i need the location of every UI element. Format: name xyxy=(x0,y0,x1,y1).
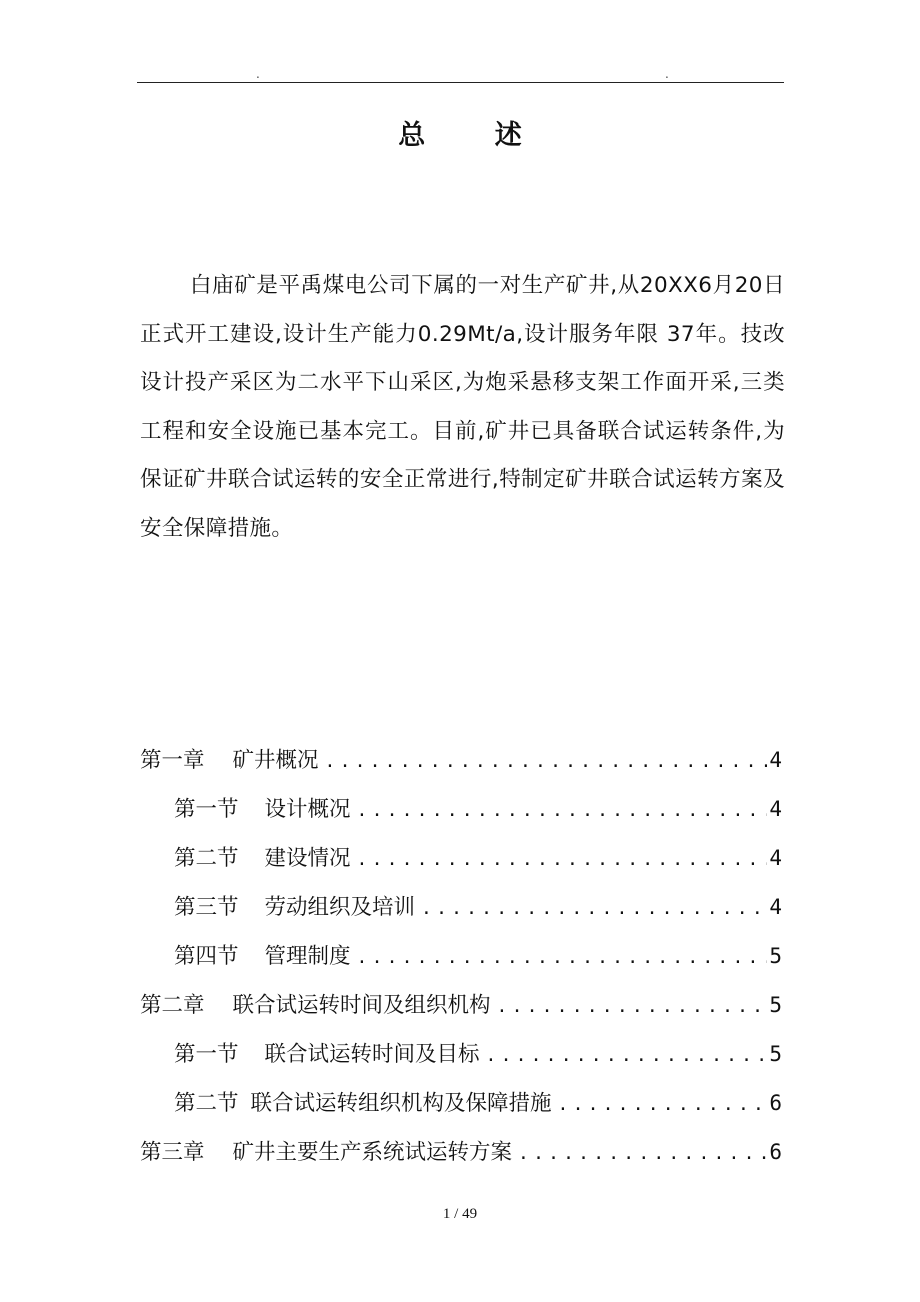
toc-leader-dots xyxy=(497,987,768,1027)
toc-page-number: 4 xyxy=(769,846,782,870)
toc-leader-dots xyxy=(325,742,768,782)
toc-leader-dots xyxy=(558,1085,768,1125)
toc-title: 劳动组织及培训 xyxy=(264,895,416,920)
toc-entry-chapter-1[interactable] xyxy=(140,740,782,780)
toc-page-number: 4 xyxy=(769,797,782,821)
toc-title: 矿井主要生产系统试运转方案 xyxy=(232,1140,513,1165)
toc-number: 第二章 xyxy=(140,993,205,1018)
toc-leader-dots xyxy=(486,1036,768,1076)
toc-number: 第三章 xyxy=(140,1140,205,1165)
toc-number: 第四节 xyxy=(174,944,239,969)
toc-entry-section-1-1[interactable] xyxy=(140,789,782,829)
toc-entry-section-1-2[interactable] xyxy=(140,838,782,878)
toc-number: 第一章 xyxy=(140,748,205,773)
toc-title: 设计概况 xyxy=(264,797,351,822)
toc-leader-dots xyxy=(421,889,767,929)
toc-entry-section-1-3[interactable] xyxy=(140,887,782,927)
toc-title: 联合试运转时间及组织机构 xyxy=(232,993,491,1018)
toc-page-number: 6 xyxy=(769,1091,782,1115)
toc-page-number: 5 xyxy=(769,1042,782,1066)
toc-number: 第三节 xyxy=(174,895,239,920)
toc-number: 第一节 xyxy=(174,797,239,822)
header-dot-left: . xyxy=(256,67,260,81)
toc-leader-dots xyxy=(518,1134,767,1174)
toc-entry-chapter-3[interactable] xyxy=(140,1132,782,1172)
toc-page-number: 4 xyxy=(769,748,782,772)
toc-page-number: 5 xyxy=(769,993,782,1017)
toc-entry-section-2-2[interactable] xyxy=(140,1083,782,1123)
toc-title: 联合试运转组织机构及保障措施 xyxy=(250,1091,552,1116)
toc-page-number: 6 xyxy=(769,1140,782,1164)
toc-page-number: 5 xyxy=(769,944,782,968)
page-title: 总 述 xyxy=(398,120,552,151)
toc-title: 矿井概况 xyxy=(232,748,319,773)
toc-leader-dots xyxy=(357,840,768,880)
toc-entry-chapter-2[interactable] xyxy=(140,985,782,1025)
toc-number: 第二节 xyxy=(174,846,239,871)
toc-page-number: 4 xyxy=(769,895,782,919)
toc-entry-section-2-1[interactable] xyxy=(140,1034,782,1074)
toc-number: 第二节 xyxy=(174,1091,239,1116)
toc-leader-dots xyxy=(357,938,768,978)
toc-leader-dots xyxy=(357,791,768,831)
toc-title: 管理制度 xyxy=(264,944,351,969)
header-rule xyxy=(137,82,784,83)
page-indicator: 1 / 49 xyxy=(442,1206,478,1222)
header-dot-right: . xyxy=(665,67,669,81)
toc-number: 第一节 xyxy=(174,1042,239,1067)
toc-entry-section-1-4[interactable] xyxy=(140,936,782,976)
summary-paragraph: 白庙矿是平禹煤电公司下属的一对生产矿井,从20XX6月20日正式开工建设,设计生产能力0.29Mt/a,设计服务年限 37年。技改设计投产采区为二水平下山采区,为炮采悬移支架工作面开采,三类工程和安全设施已基本完工。目前,矿井已具备联合试运转条件,为保证矿井联合试运转的安全正常进行,特制定矿井联合试运转方案及安全保障措施。 xyxy=(140,273,785,541)
toc-title: 建设情况 xyxy=(264,846,351,871)
toc-title: 联合试运转时间及目标 xyxy=(264,1042,480,1067)
